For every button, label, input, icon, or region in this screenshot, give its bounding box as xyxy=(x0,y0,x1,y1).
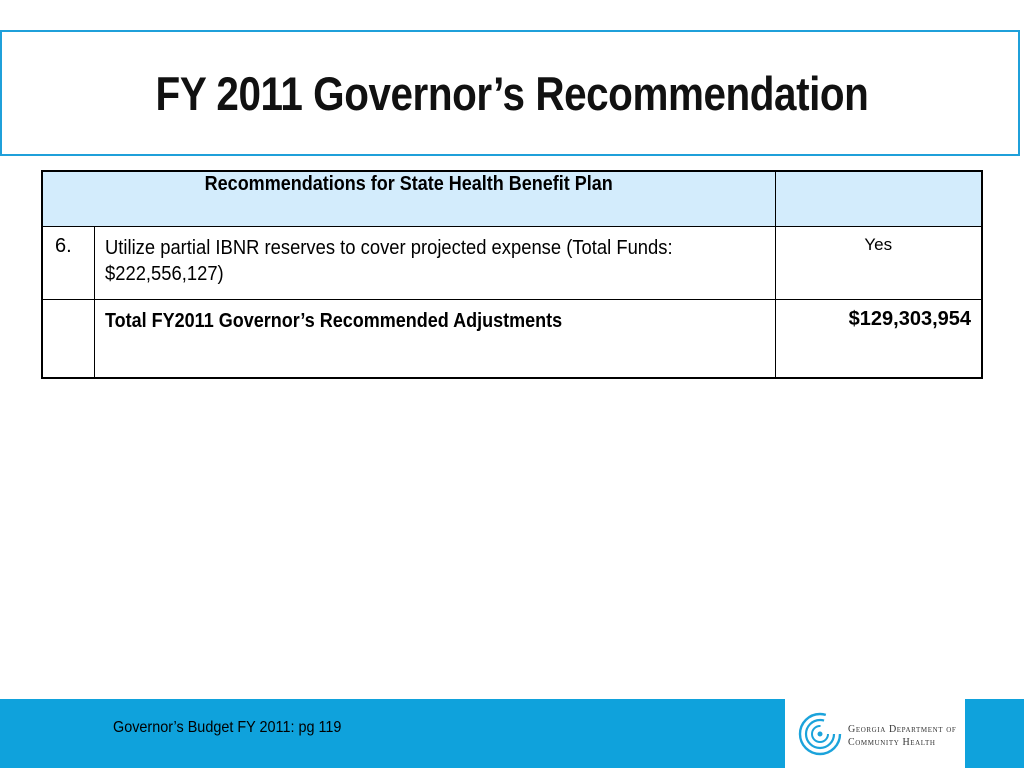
logo-text xyxy=(848,723,956,749)
total-label: Total FY2011 Governor’s Recommended Adjustments xyxy=(94,300,775,378)
logo-line-1: Georgia Department of xyxy=(848,724,957,735)
table-header-title: Recommendations for State Health Benefit Plan xyxy=(42,171,775,227)
total-amount: $129,303,954 xyxy=(775,300,982,378)
table-header-value xyxy=(775,171,982,227)
organization-logo xyxy=(785,699,965,768)
logo-line-2: Community Health xyxy=(848,737,936,748)
row-description: Utilize partial IBNR reserves to cover projected expense (Total Funds: $222,556,127) xyxy=(94,227,775,300)
row-value: Yes xyxy=(775,227,982,300)
row-number: 6. xyxy=(42,227,94,300)
table-total-row xyxy=(42,300,982,378)
slide-title: FY 2011 Governor’s Recommendation xyxy=(155,67,869,120)
source-citation: Governor’s Budget FY 2011: pg 119 xyxy=(113,719,342,736)
recommendations-table xyxy=(41,170,983,379)
total-row-number xyxy=(42,300,94,378)
table-header-row xyxy=(42,171,982,227)
table-row xyxy=(42,227,982,300)
logo-swirl-icon xyxy=(798,712,842,756)
